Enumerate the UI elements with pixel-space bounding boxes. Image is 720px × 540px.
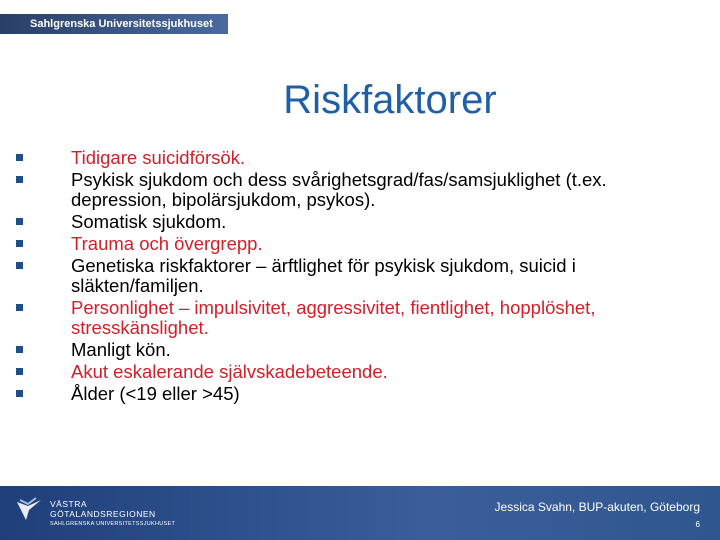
bullet-square-icon [16,218,23,225]
bullet-square-icon [16,390,23,397]
list-item-text: Somatisk sjukdom. [71,211,227,232]
risk-factor-list [16,148,706,406]
list-item [16,340,706,360]
bullet-square-icon [16,304,23,311]
bullet-square-icon [16,346,23,353]
bullet-square-icon [16,368,23,375]
organization-logo-text [50,499,175,529]
list-item [16,148,706,168]
list-item-text: Manligt kön. [71,339,171,360]
list-item-text: Ålder (<19 eller >45) [71,383,240,404]
author-credit: Jessica Svahn, BUP-akuten, Göteborg [494,500,700,514]
list-item [16,256,706,296]
list-item-text: Trauma och övergrepp. [71,233,263,254]
bullet-square-icon [16,240,23,247]
logo-line-3: SAHLGRENSKA UNIVERSITETSSJUKHUSET [50,521,176,527]
slide-footer [0,486,720,540]
logo-line-1: VÄSTRA [50,499,88,509]
hospital-banner: Sahlgrenska Universitetssjukhuset [0,14,228,34]
page-number: 6 [695,520,700,529]
slide-title: Riskfaktorer [283,78,497,122]
vgr-logo-icon [14,496,44,526]
bullet-square-icon [16,154,23,161]
bullet-square-icon [16,262,23,269]
bullet-square-icon [16,176,23,183]
list-item-text: Tidigare suicidförsök. [71,147,246,168]
list-item [16,298,706,338]
list-item [16,362,706,382]
list-item [16,170,706,210]
list-item-text: Akut eskalerande självskadebeteende. [71,361,388,382]
list-item [16,234,706,254]
list-item [16,384,706,404]
logo-line-2: GÖTALANDSREGIONEN [50,509,156,519]
list-item-text: Genetiska riskfaktorer – ärftlighet för psykisk sjukdom, suicid i släkten/familjen. [71,255,576,296]
list-item-text: Personlighet – impulsivitet, aggressivitet, fientlighet, hopplöshet, stresskänslighet. [71,297,596,338]
list-item-text: Psykisk sjukdom och dess svårighetsgrad/fas/samsjuklighet (t.ex. depression, bipolärsjukdom, psykos). [71,169,607,210]
list-item [16,212,706,232]
